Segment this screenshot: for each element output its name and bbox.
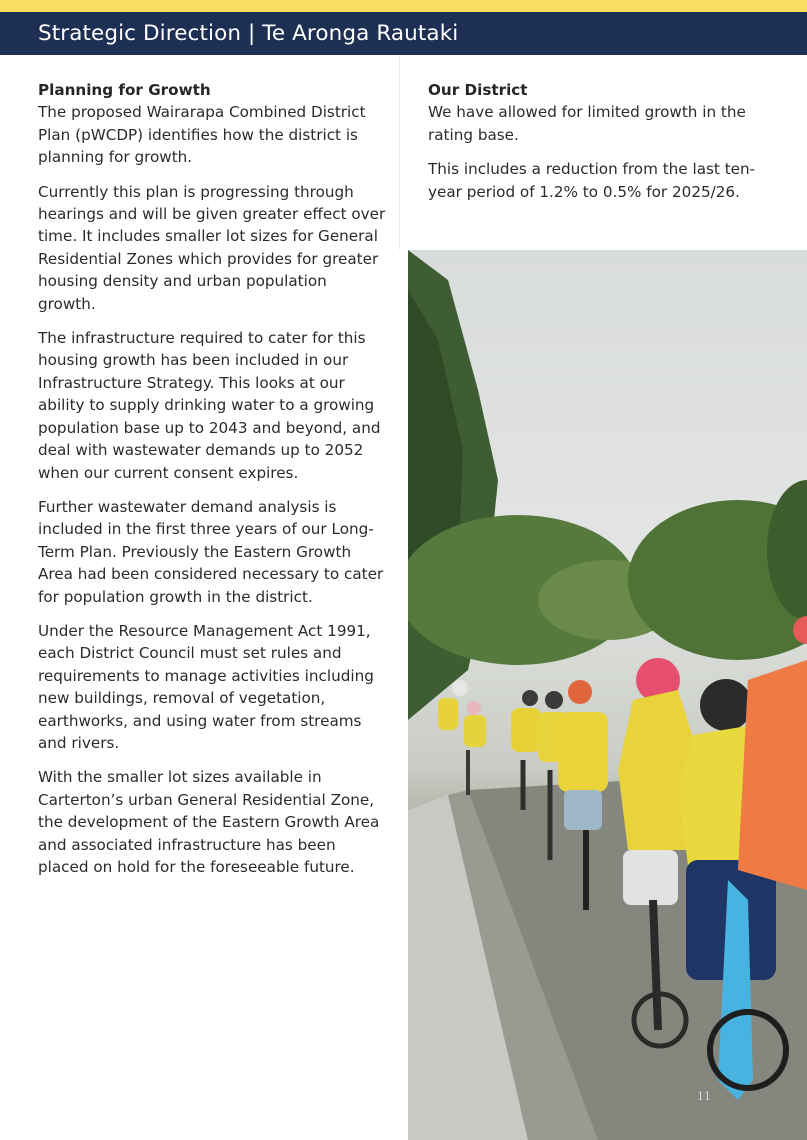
page-title: Strategic Direction | Te Aronga Rautaki: [38, 21, 459, 46]
paragraph: This includes a reduction from the last ten-year period of 1.2% to 0.5% for 2025/26.: [428, 160, 756, 201]
header-accent-stripe: [0, 0, 807, 12]
column-divider: [399, 55, 400, 250]
paragraph: Currently this plan is progressing through hearings and will be given greater effect over time. It includes smaller lot sizes for General Residential Zones which provides for greater housing density and urban population growth.: [38, 182, 386, 313]
section-heading-our-district: Our District: [428, 81, 528, 99]
planning-for-growth-section: [38, 79, 386, 890]
paragraph: Further wastewater demand analysis is included in the first three years of our Long-Term Plan. Previously the Eastern Growth Area had been considered necessary to cater for population growth in the district.: [38, 497, 384, 606]
our-district-section: [428, 79, 788, 215]
section-heading-planning-for-growth: Planning for Growth: [38, 81, 211, 99]
paragraph: The proposed Wairarapa Combined District Plan (pWCDP) identifies how the district is planning for growth.: [38, 103, 366, 167]
page-number: 11: [697, 1090, 711, 1103]
paragraph: The infrastructure required to cater for this housing growth has been included in our Infrastructure Strategy. This looks at our ability to supply drinking water to a growing population base up to 2043 and beyond, and deal with wastewater demands up to 2052 when our current consent expires.: [38, 329, 381, 482]
children-cycling-photo: [408, 250, 807, 1140]
paragraph: With the smaller lot sizes available in Carterton’s urban General Residential Zone, the development of the Eastern Growth Area and associated infrastructure has been placed on hold for the foreseeable future.: [38, 768, 380, 876]
paragraph: We have allowed for limited growth in the rating base.: [428, 103, 746, 144]
photo-illustration: [408, 250, 807, 1140]
header-bar: [0, 12, 807, 55]
paragraph: Under the Resource Management Act 1991, each District Council must set rules and requirements to manage activities including new buildings, removal of vegetation, earthworks, and using water from streams and rivers.: [38, 621, 374, 752]
